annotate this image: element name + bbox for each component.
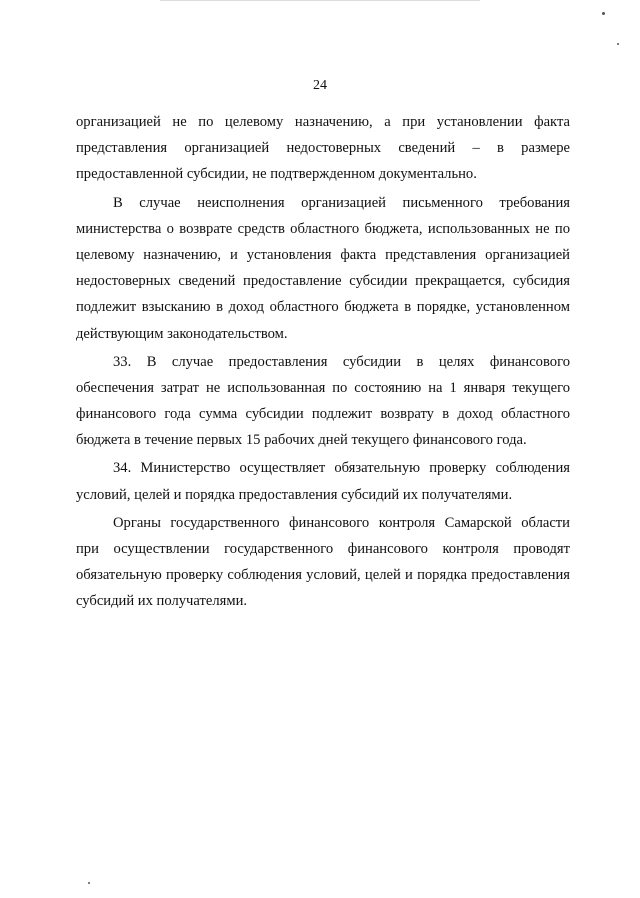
text-line: действующим законодательством. (76, 325, 288, 342)
text-line: субсидий их получателями. (76, 593, 248, 610)
text-line: 34. Министерство осуществляет обязательную проверку соблюдения (113, 460, 570, 477)
paragraph-item-33 (76, 349, 570, 454)
text-line: недостоверных сведений предоставление субсидии прекращается, субсидия (76, 273, 570, 290)
text-line: Органы государственного финансового контроля Самарской области (113, 514, 570, 531)
scan-speck (88, 882, 90, 884)
text-line: предоставленной субсидии, не подтвержденном документально. (76, 166, 477, 183)
paragraph-financial-control (76, 510, 570, 615)
text-line: бюджета в течение первых 15 рабочих дней текущего финансового года. (76, 432, 527, 449)
text-line: министерства о возврате средств областного бюджета, использованных не по (76, 220, 570, 237)
text-line: представления организацией недостоверных сведений – в размере (76, 140, 570, 157)
document-body (76, 109, 570, 615)
page-number: 24 (313, 78, 327, 93)
paragraph-item-34 (76, 455, 570, 507)
text-line: В случае неисполнения организацией письменного требования (113, 194, 570, 211)
text-line: условий, целей и порядка предоставления субсидий их получателями. (76, 486, 513, 503)
text-line: целевому назначению, и установления факта представления организацией (76, 246, 570, 263)
text-line: обеспечения затрат не использованная по состоянию на 1 января текущего (76, 379, 570, 396)
paragraph-failure-to-comply (76, 190, 570, 347)
text-line: финансового года сумма субсидии подлежит возврату в доход областного (76, 406, 570, 423)
text-line: подлежит взысканию в доход областного бюджета в порядке, установленном (76, 299, 570, 316)
text-line: обязательную проверку соблюдения условий, целей и порядка предоставления (76, 567, 570, 584)
scan-edge-mark (160, 0, 480, 1)
scan-speck (617, 43, 619, 45)
text-line: при осуществлении государственного финансового контроля проводят (76, 541, 570, 557)
scan-speck (602, 12, 605, 15)
paragraph-continuation (76, 109, 570, 188)
text-line: 33. В случае предоставления субсидии в целях финансового (113, 353, 570, 370)
text-line: организацией не по целевому назначению, а при установлении факта (76, 114, 570, 130)
